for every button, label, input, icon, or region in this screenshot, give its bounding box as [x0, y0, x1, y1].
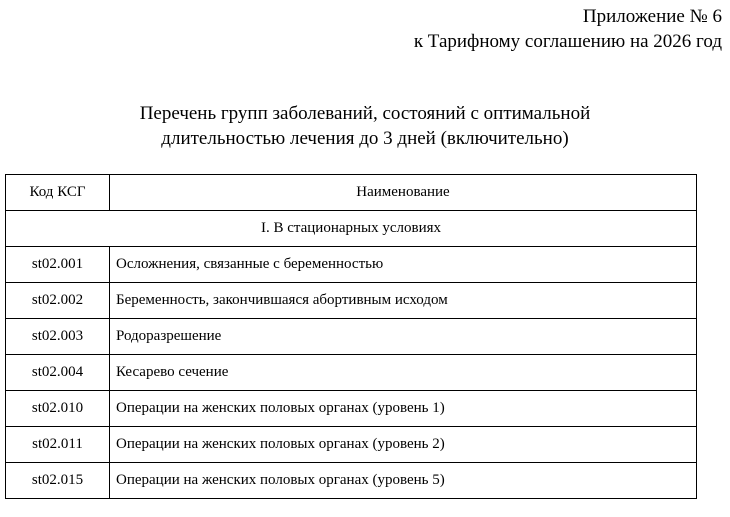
table-row	[6, 391, 697, 427]
row-name: Кесарево сечение	[110, 355, 697, 391]
row-code: st02.001	[6, 247, 110, 283]
section-row	[6, 211, 697, 247]
row-name: Беременность, закончившаяся абортивным исходом	[110, 283, 697, 319]
row-code: st02.010	[6, 391, 110, 427]
row-name: Операции на женских половых органах (уровень 2)	[110, 427, 697, 463]
table-header-row	[6, 175, 697, 211]
table-row	[6, 319, 697, 355]
ksg-table	[5, 174, 697, 499]
row-name: Операции на женских половых органах (уровень 5)	[110, 463, 697, 499]
annex-header	[414, 4, 722, 54]
table-row	[6, 463, 697, 499]
section-label: I. В стационарных условиях	[6, 211, 697, 247]
row-code: st02.015	[6, 463, 110, 499]
row-name: Операции на женских половых органах (уровень 1)	[110, 391, 697, 427]
annex-number: Приложение № 6	[582, 6, 722, 27]
table-row	[6, 355, 697, 391]
annex-reference: к Тарифному соглашению на 2026 год	[413, 31, 722, 52]
row-code: st02.003	[6, 319, 110, 355]
table-row	[6, 283, 697, 319]
title-line-1: Перечень групп заболеваний, состояний с оптимальной	[139, 103, 591, 124]
title-line-2: длительностью лечения до 3 дней (включительно)	[161, 128, 569, 149]
row-code: st02.002	[6, 283, 110, 319]
header-name: Наименование	[110, 175, 697, 211]
row-code: st02.004	[6, 355, 110, 391]
row-name: Осложнения, связанные с беременностью	[110, 247, 697, 283]
row-code: st02.011	[6, 427, 110, 463]
document-title	[0, 101, 730, 151]
table-row	[6, 247, 697, 283]
row-name: Родоразрешение	[110, 319, 697, 355]
header-code: Код КСГ	[6, 175, 110, 211]
table-row	[6, 427, 697, 463]
